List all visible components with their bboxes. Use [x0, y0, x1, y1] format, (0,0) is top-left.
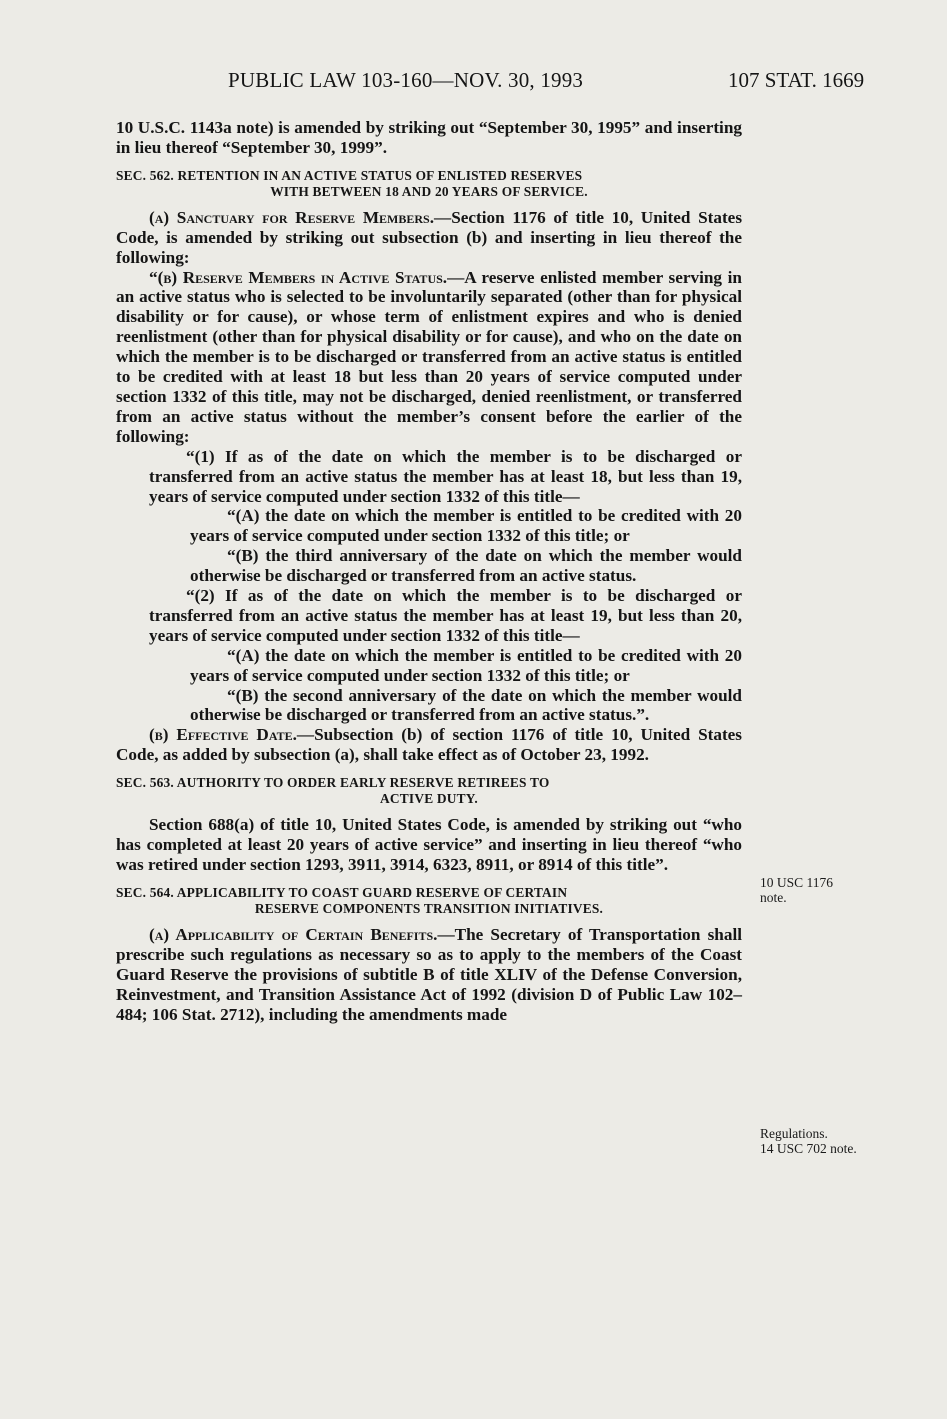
section-562-heading: SEC. 562. RETENTION IN AN ACTIVE STATUS OF ENLISTED RESERVES WITH BETWEEN 18 AND 20 YEARS OF SERVICE.: [116, 167, 588, 199]
section-564-heading: SEC. 564. APPLICABILITY TO COAST GUARD RESERVE OF CERTAIN RESERVE COMPONENTS TRANSITION INITIATIVES.: [116, 884, 604, 916]
section-563-text: Section 688(a) of title 10, United States Code, is amended by striking out “who has completed at least 20 years of active service” and inserting in lieu thereof “who was retired under section 1293, 3911, 3914, 6323, 8911, or 8914 of this title”.: [116, 815, 742, 874]
margin-note-usc-1176: 10 USC 1176 note.: [760, 875, 834, 905]
continuation-paragraph: 10 U.S.C. 1143a note) is amended by striking out “September 30, 1995” and inserting in lieu thereof “September 30, 1999”.: [116, 118, 742, 157]
subsection-a-paragraph: (a) Sanctuary for Reserve Members.—Section 1176 of title 10, United States Code, is amended by striking out subsection (b) and inserting in lieu thereof the following:: [116, 207, 743, 267]
paragraph-1-A: “(A) the date on which the member is entitled to be credited with 20 years of service computed under section 1332 of this title; or: [190, 506, 742, 546]
effective-date-heading: (b) Effective Date.: [149, 725, 297, 745]
quoted-subsection-b: “(b) Reserve Members in Active Status.—A reserve enlisted member serving in an active status who is selected to be involuntarily separated (other than for physical disability or for cause), or whose term of enlistment expires and who is denied reenlistment (other than for physical disability or for cause), and who on the date on which the member is to be discharged or transferred from an active status is entitled to be credited with at least 18 but less than 20 years of service computed under section 1332 of this title, may not be discharged, denied reenlistment, or transferred from an active status without the member’s consent before the earlier of the following:: [116, 267, 742, 446]
subsection-a-heading: (a) Sanctuary for Reserve Members.: [149, 207, 435, 227]
body-text: [116, 118, 742, 1024]
paragraph-2-A: “(A) the date on which the member is entitled to be credited with 20 years of service computed under section 1332 of this title; or: [190, 645, 742, 685]
paragraph-1-B: “(B) the third anniversary of the date on which the member would otherwise be discharged or transferred from an active status.: [190, 546, 742, 586]
applicability-heading: (a) Applicability of Certain Benefits.: [149, 924, 438, 944]
subsection-b-effective-date: (b) Effective Date.—Subsection (b) of section 1176 of title 10, United States Code, as added by subsection (a), shall take effect as of October 23, 1992.: [116, 725, 742, 765]
header-title: PUBLIC LAW 103-160—NOV. 30, 1993: [228, 68, 584, 92]
quoted-subsection-b-heading: “(b) Reserve Members in Active Status.: [149, 267, 448, 287]
margin-note-regulations: Regulations. 14 USC 702 note.: [760, 1126, 857, 1156]
section-563-heading: SEC. 563. AUTHORITY TO ORDER EARLY RESERVE RETIREES TO ACTIVE DUTY.: [116, 775, 550, 807]
header-stat-page: 107 STAT. 1669: [728, 68, 865, 92]
paragraph-2-B: “(B) the second anniversary of the date on which the member would otherwise be discharged or transferred from an active status.”.: [190, 685, 742, 725]
section-564-subsection-a: (a) Applicability of Certain Benefits.—The Secretary of Transportation shall prescribe such regulations as necessary so as to apply to the members of the Coast Guard Reserve the provisions of subtitle B of title XLIV of the Defense Conversion, Reinvestment, and Transition Assistance Act of 1992 (division D of Public Law 102–484; 106 Stat. 2712), including the amendments made: [116, 924, 743, 1024]
paragraph-1: “(1) If as of the date on which the member is to be discharged or transferred from an active status the member has at least 18, but less than 19, years of service computed under section 1332 of this title—: [149, 446, 742, 506]
paragraph-2: “(2) If as of the date on which the member is to be discharged or transferred from an active status the member has at least 19, but less than 20, years of service computed under section 1332 of this title—: [149, 586, 742, 645]
page-header: [0, 68, 947, 98]
